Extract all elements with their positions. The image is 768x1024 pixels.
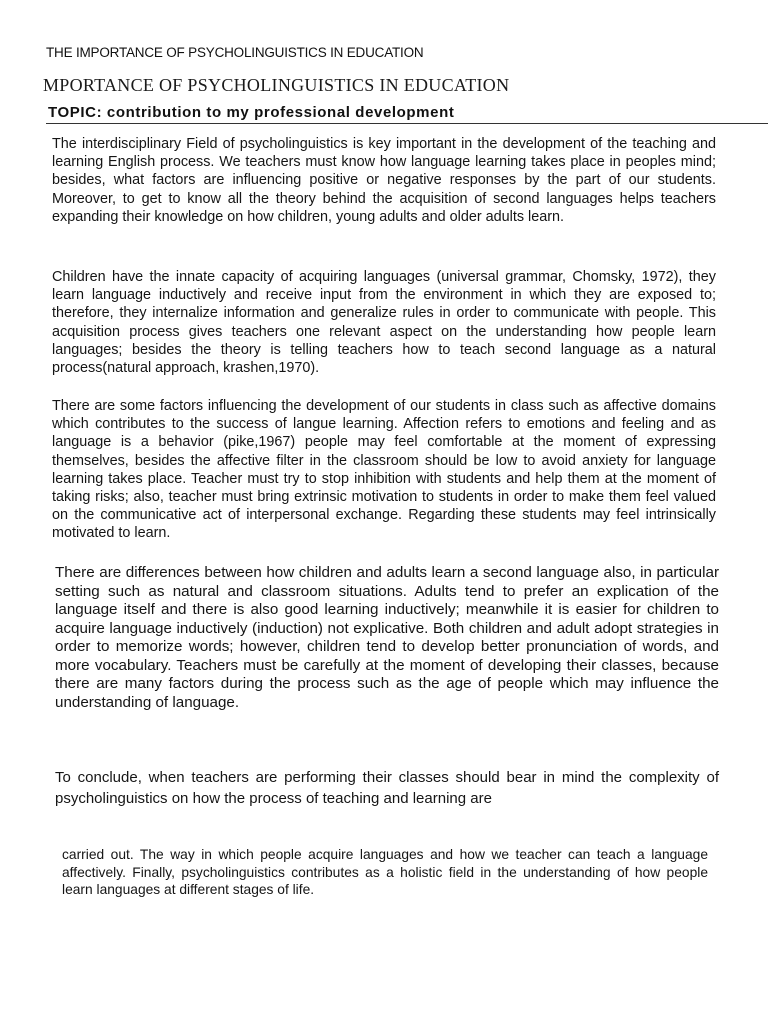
document-heading: THE IMPORTANCE OF PSYCHOLINGUISTICS IN EDUCATION [46,45,424,60]
paragraph-affective-factors: There are some factors influencing the development of our students in class such as affective domains which contributes to the success of langue learning. Affection refers to emotions and feeling and as language is a behavior (pike,1967) people may feel comfortable at the moment of expressing themselves, besides the affective filter in the classroom should be low to avoid anxiety for language learning takes place. Teacher must try to stop inhibition with students and help them at the moment of taking risks; also, teacher must bring extrinsic motivation to students in order to make them feel valued on the communicative act of interpersonal exchange. Regarding these students may feel intrinsically motivated to learn. [52,398,716,542]
topic-label: TOPIC: contribution to my professional development [48,104,455,121]
paragraph-children-vs-adults: There are differences between how children and adults learn a second language also, in particular setting such as natural and classroom situations. Adults tend to prefer an explication of the language itself and there is also good learning inductively; meanwhile it is easier for children to acquire language inductively (induction) not explicative. Both children and adult adopt strategies in order to memorize words; however, children tend to develop better pronunciation of words, and more vocabulary. Teachers must be carefully at the moment of developing their classes, because there are many factors during the process such as the age of people which may influence the understanding of language. [55,564,719,711]
paragraph-conclusion-start: To conclude, when teachers are performing their classes should bear in mind the complexity of psycholinguistics on how the process of teaching and learning are [55,769,719,807]
paragraph-children-acquisition: Children have the innate capacity of acquiring languages (universal grammar, Chomsky, 1972), they learn language inductively and receive input from the environment in which they are exposed to; therefore, they internalize information and generalize rules in order to communicate with people. This acquisition process gives teachers one relevant aspect on the understanding how people learn languages; besides the theory is telling teachers how to teach second language as a natural process(natural approach, krashen,1970). [52,269,716,377]
paragraph-intro: The interdisciplinary Field of psycholinguistics is key important in the development of the teaching and learning English process. We teachers must know how language learning takes place in peoples mind; besides, what factors are influencing positive or negative responses by the part of our students. Moreover, to get to know all the theory behind the acquisition of second languages helps teachers expanding their knowledge on how children, young adults and older adults learn. [52,136,716,225]
scanned-title: MPORTANCE OF PSYCHOLINGUISTICS IN EDUCATION [43,75,510,95]
paragraph-conclusion-end: carried out. The way in which people acquire languages and how we teacher can teach a language affectively. Finally, psycholinguistics contributes as a holistic field in the understanding of how people learn languages at different stages of life. [62,847,708,897]
topic-header [46,104,768,124]
